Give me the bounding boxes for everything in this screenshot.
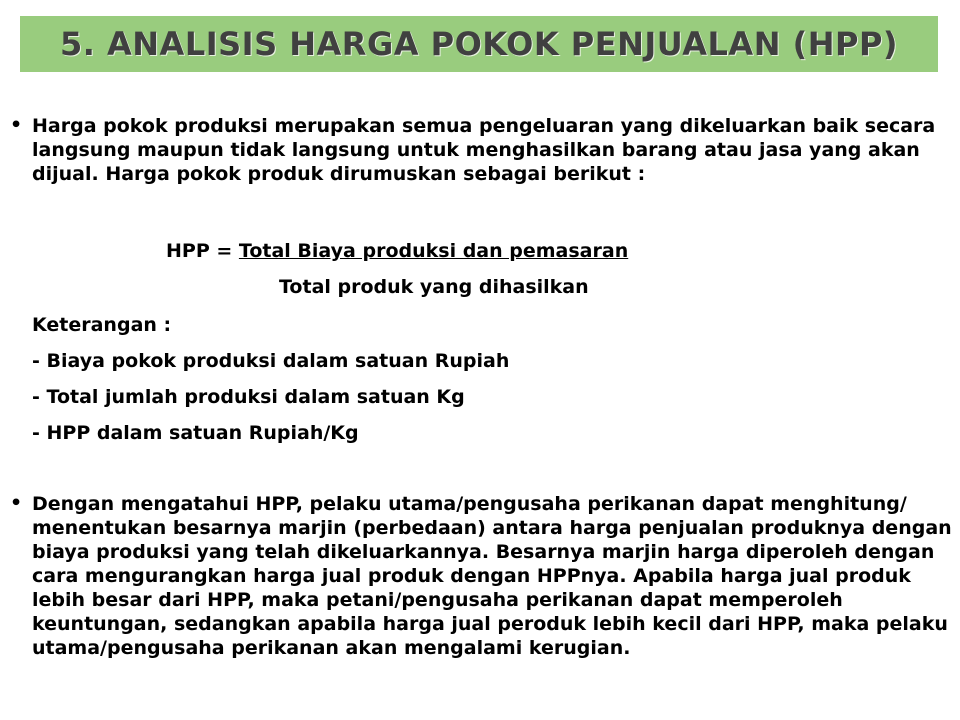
bullet-2: • [10,492,23,514]
page-title: 5. ANALISIS HARGA POKOK PENJUALAN (HPP) [59,25,899,63]
formula-numerator: Total Biaya produksi dan pemasaran [238,240,629,262]
paragraph-margin: Dengan mengatahui HPP, pelaku utama/pengusaha perikanan dapat menghitung/ menentukan besarnya marjin (perbedaan) antara harga penjualan produknya dengan biaya produksi yang telah dikeluarkannya. Besarnya marjin harga diperoleh dengan cara mengurangkan harga jual produk dengan HPPnya. Apabila harga jual produk lebih besar dari HPP, maka petani/pengusaha perikanan dapat memperoleh keuntungan, sedangkan apabila harga jual peroduk lebih kecil dari HPP, maka pelaku utama/pengusaha perikanan akan mengalami kerugian. [32,493,952,659]
keterangan-title: Keterangan : [32,314,172,336]
keterangan-item: - Biaya pokok produksi dalam satuan Rupiah [32,350,510,372]
formula-denominator: Total produk yang dihasilkan [279,276,589,298]
keterangan-item: - HPP dalam satuan Rupiah/Kg [32,422,359,444]
keterangan-item: - Total jumlah produksi dalam satuan Kg [32,386,465,408]
title-banner [20,16,938,72]
formula-numerator-line [166,240,628,262]
formula-lhs: HPP = [166,240,239,262]
bullet-1: • [10,114,23,136]
paragraph-definition: Harga pokok produksi merupakan semua pengeluaran yang dikeluarkan baik secara langsung maupun tidak langsung untuk menghasilkan barang atau jasa yang akan dijual. Harga pokok produk dirumuskan sebagai berikut : [32,115,936,185]
